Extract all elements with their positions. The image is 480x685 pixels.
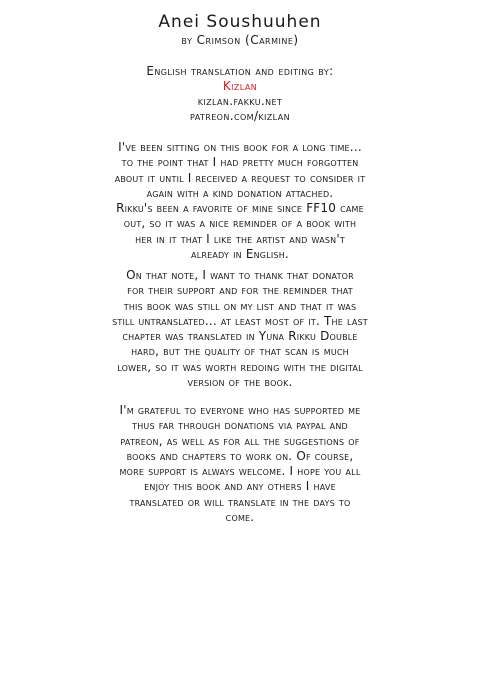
paragraph-line: out, so it was a nice reminder of a book with [123,216,357,231]
credits-label: English translation and editing by: [146,64,334,78]
paragraph-line: hard, but the quality of that scan is much [131,344,349,359]
credits-block [0,64,480,124]
paragraph-line: translated or will translate in the days to [129,494,351,509]
paragraph-1 [0,140,480,262]
paragraph-2 [0,268,480,390]
paragraph-line: for their support and for the reminder that [127,283,353,298]
paragraph-line: still untranslated... at least most of it. The last [112,313,368,328]
paragraph-line: Rikku's been a favorite of mine since FF10 came [116,201,364,216]
paragraph-line: On that note, I want to thank that donator [126,268,354,282]
translator-website: kizlan.fakku.net [197,94,283,108]
paragraph-line: I've been sitting on this book for a long time... [118,140,362,154]
paragraph-line: already in English. [191,247,289,262]
paragraph-line: come. [225,510,255,525]
paragraph-line: books and chapters to work on. Of course, [126,448,354,463]
translator-name: Kizlan [222,79,258,93]
author-byline: by Crimson (Carmine) [181,33,299,47]
paragraph-line: thus far through donations via paypal and [132,418,348,433]
paragraph-3 [0,403,480,525]
paragraph-line: again with a kind donation attached. [146,185,334,200]
paragraph-line: I'm grateful to everyone who has supported me [119,403,361,417]
paragraph-line: enjoy this book and any others I have [144,479,336,494]
page-title: Anei Soushuuhen [158,12,322,32]
paragraph-line: this book was still on my list and that it was [123,298,357,313]
paragraph-line: her in it that I like the artist and wasn't [135,231,345,246]
paragraph-line: more support is always welcome. I hope you all [119,464,361,479]
paragraph-line: version of the book. [187,375,293,390]
paragraph-line: patreon, as well as for all the suggestions of [120,433,360,448]
translator-patreon: patreon.com/kizlan [190,109,290,123]
paragraph-line: to the point that I had pretty much forgotten [121,155,359,170]
paragraph-line: chapter was translated in Yuna Rikku Double [122,329,358,344]
paragraph-line: about it until I received a request to consider it [114,170,366,185]
paragraph-line: lower, so it was worth redoing with the digital [117,359,363,374]
